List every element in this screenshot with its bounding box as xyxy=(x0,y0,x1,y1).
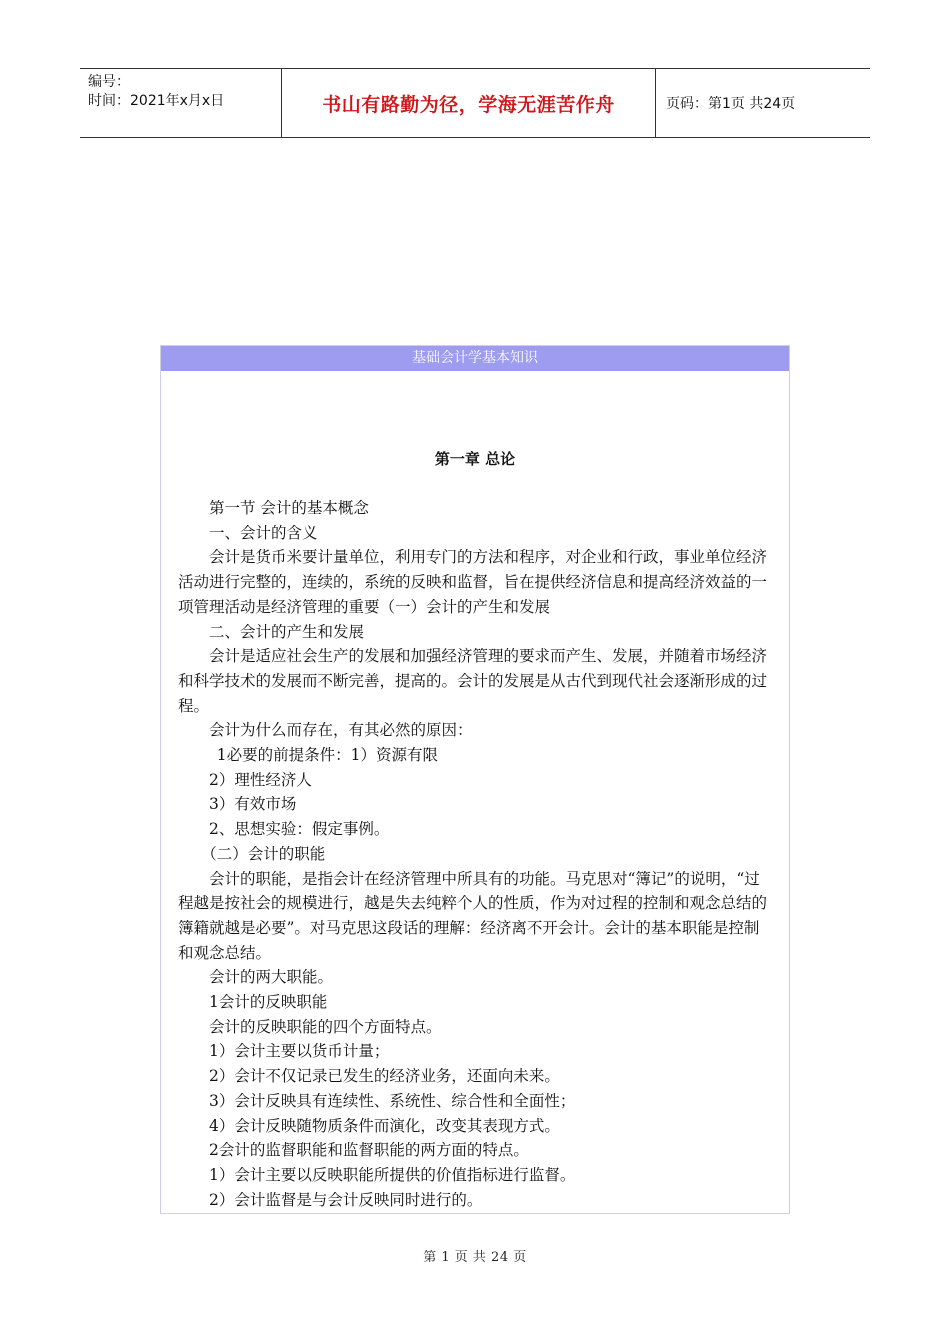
list-item: 2）理性经济人 xyxy=(209,770,312,789)
subheading: 一、会计的含义 xyxy=(209,523,318,542)
banner-title: 基础会计学基本知识 xyxy=(161,346,789,371)
page-footer: 第 1 页 共 24 页 xyxy=(423,1250,527,1265)
time-label: 时间：2021年x月x日 xyxy=(88,93,225,109)
document-body xyxy=(161,496,789,1212)
header-table xyxy=(80,68,870,138)
list-item: 2）会计监督是与会计反映同时进行的。 xyxy=(209,1190,483,1209)
paragraph: 会计的反映职能的四个方面特点。 xyxy=(209,1017,442,1036)
list-item: 1必要的前提条件：1）资源有限 xyxy=(216,746,438,765)
list-item: 2）会计不仅记录已发生的经济业务，还面向未来。 xyxy=(209,1067,560,1086)
subheading: 1会计的反映职能 xyxy=(209,993,328,1012)
paragraph: 会计的职能，是指会计在经济管理中所具有的功能。马克思对“簿记”的说明，“过程越是按社会的规模进行，越是失去纯粹个人的性质，作为对过程的控制和观念总结的簿籍就越是必要”。对马克思这段话的理解：经济离不开会计。会计的基本职能是控制和观念总结。 xyxy=(178,869,768,962)
subheading: 二、会计的产生和发展 xyxy=(209,622,365,641)
list-item: 3）有效市场 xyxy=(209,795,297,814)
list-item: 3）会计反映具有连续性、系统性、综合性和全面性； xyxy=(209,1091,576,1110)
subheading: 2会计的监督职能和监督职能的两方面的特点。 xyxy=(209,1141,529,1160)
paragraph: 会计是适应社会生产的发展和加强经济管理的要求而产生、发展，并随着市场经济和科学技术的发展而不断完善，提高的。会计的发展是从古代到现代社会逐渐形成的过程。 xyxy=(178,647,768,715)
number-label: 编号： xyxy=(88,74,130,90)
paragraph: 会计是货币米要计量单位，利用专门的方法和程序，对企业和行政，事业单位经济活动进行完整的，连续的，系统的反映和监督，旨在提供经济信息和提高经济效益的一项管理活动是经济管理的重要（一）会计的产生和发展 xyxy=(178,548,768,616)
chapter-title: 第一章 总论 xyxy=(434,450,516,468)
list-item: 1）会计主要以反映职能所提供的价值指标进行监督。 xyxy=(209,1165,576,1184)
page-info: 页码：第1页 共24页 xyxy=(666,96,796,112)
section-heading: 第一节 会计的基本概念 xyxy=(209,499,369,517)
paragraph: 会计的两大职能。 xyxy=(209,968,334,987)
subheading: （二）会计的职能 xyxy=(201,844,326,863)
list-item: 4）会计反映随物质条件而演化，改变其表现方式。 xyxy=(209,1116,560,1135)
list-item: 1）会计主要以货币计量； xyxy=(209,1042,390,1061)
list-item: 2、思想实验：假定事例。 xyxy=(209,820,390,839)
content-frame xyxy=(160,345,790,1214)
paragraph: 会计为什么而存在，有其必然的原因： xyxy=(209,721,473,740)
header-meta xyxy=(80,69,281,137)
motto: 书山有路勤为径，学海无涯苦作舟 xyxy=(281,69,656,137)
